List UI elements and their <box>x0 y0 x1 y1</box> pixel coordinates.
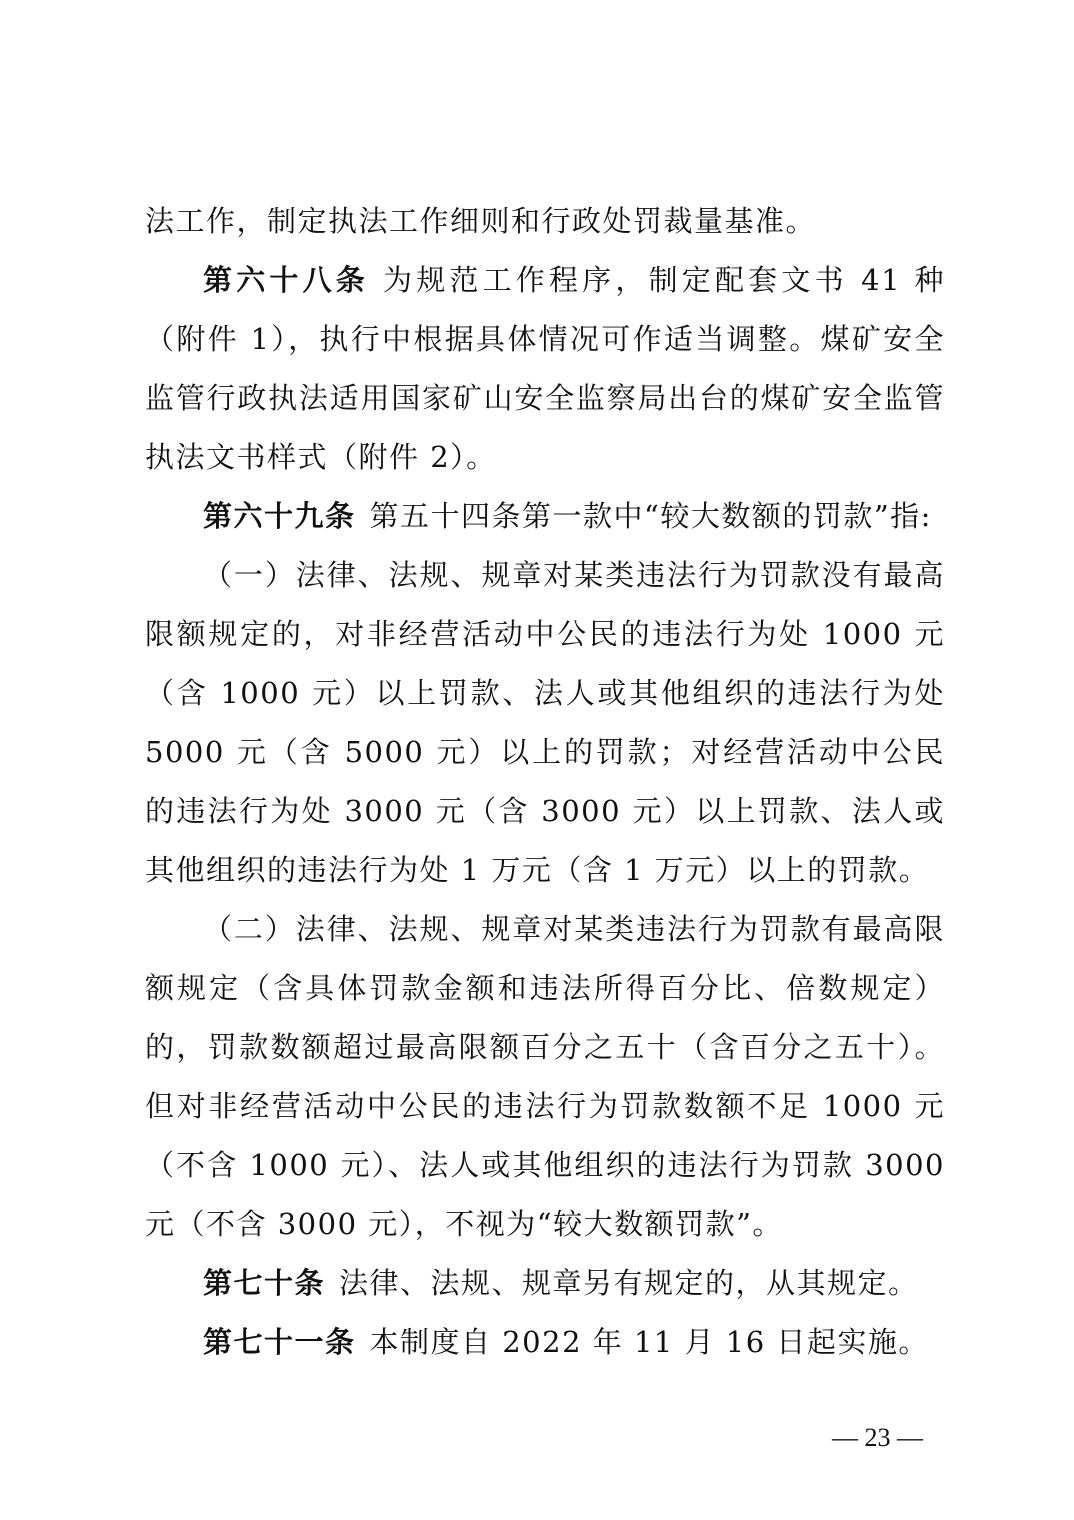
article-text: 第五十四条第一款中“较大数额的罚款”指: <box>369 499 932 533</box>
page-number: — 23 — <box>832 1423 923 1452</box>
article-text: 本制度自 2022 年 11 月 16 日起实施。 <box>369 1325 929 1359</box>
article-text: 法律、法规、规章另有规定的，从其规定。 <box>339 1266 919 1300</box>
article-68 <box>145 251 945 487</box>
article-number: 第六十八条 <box>203 263 369 297</box>
clause-text: （一）法律、法规、规章对某类违法行为罚款没有最高限额规定的，对非经营活动中公民的违法行为处 1000 元（含 1000 元）以上罚款、法人或其他组织的违法行为处 5000 元（含 5000 元）以上的罚款；对经营活动中公民的违法行为处 3000 元（含 3000 元）以上罚款、法人或其他组织的违法行为处 1 万元（含 1 万元）以上的罚款。 <box>145 558 945 887</box>
article-number: 第七十一条 <box>203 1325 356 1359</box>
article-number: 第六十九条 <box>203 499 356 533</box>
article-69 <box>145 487 945 546</box>
document-body <box>145 192 945 1372</box>
article-number: 第七十条 <box>203 1266 326 1300</box>
clause-1 <box>145 546 945 900</box>
article-71 <box>145 1313 945 1372</box>
paragraph-continuation <box>145 192 945 251</box>
paragraph-text: 法工作，制定执法工作细则和行政处罚裁量基准。 <box>145 204 817 238</box>
article-70 <box>145 1254 945 1313</box>
article-text: 为规范工作程序，制定配套文书 41 种（附件 1），执行中根据具体情况可作适当调整。煤矿安全监管行政执法适用国家矿山安全监察局出台的煤矿安全监管执法文书样式（附件 2）。 <box>145 263 945 474</box>
clause-text: （二）法律、法规、规章对某类违法行为罚款有最高限额规定（含具体罚款金额和违法所得百分比、倍数规定）的，罚款数额超过最高限额百分之五十（含百分之五十）。但对非经营活动中公民的违法行为罚款数额不足 1000 元（不含 1000 元）、法人或其他组织的违法行为罚款 3000 元（不含 3000 元），不视为“较大数额罚款”。 <box>145 912 945 1241</box>
clause-2 <box>145 900 945 1254</box>
